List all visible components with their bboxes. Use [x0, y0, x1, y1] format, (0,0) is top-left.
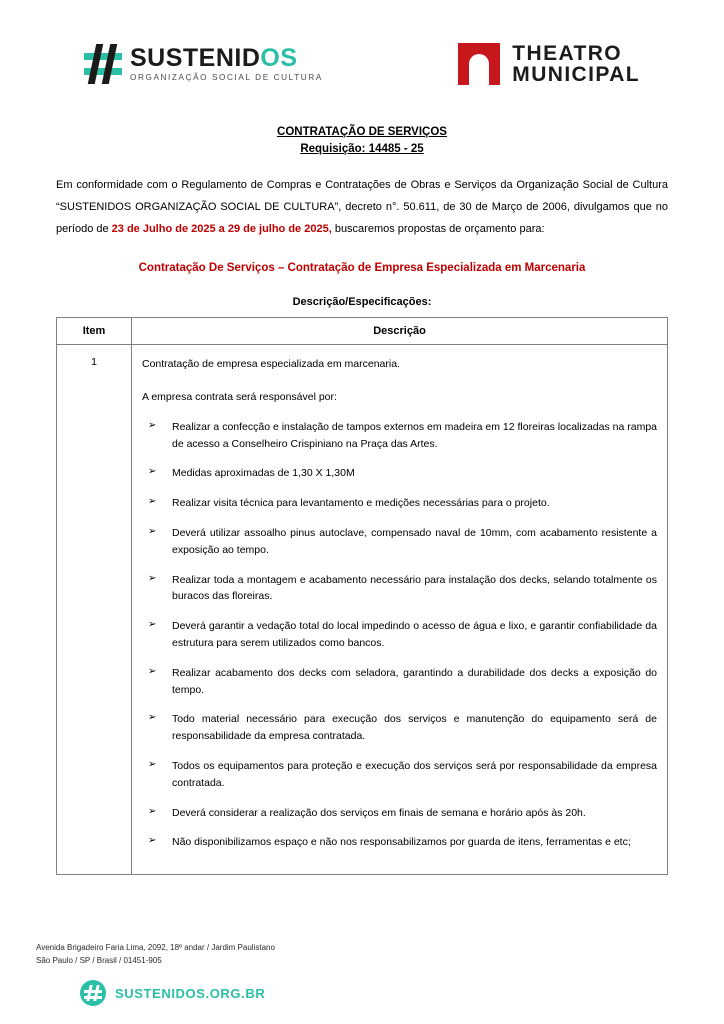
document-footer [0, 942, 724, 1024]
title-line1: CONTRATAÇÃO DE SERVIÇOS [277, 126, 447, 138]
table-header-row [57, 318, 668, 345]
hash-icon [84, 44, 122, 84]
intro-period-highlight: 23 de Julho de 2025 a 29 de julho de 2025, [111, 223, 332, 236]
page-title [56, 124, 668, 157]
list-item: ➢ Realizar acabamento dos decks com seladora, garantindo a durabilidade dos decks a exposição do tempo. [142, 665, 657, 699]
sustenidos-name-part1: SUSTENID [130, 43, 261, 72]
list-item: ➢ Medidas aproximadas de 1,30 X 1,30M [142, 465, 657, 482]
sustenidos-name-part2: OS [260, 43, 298, 72]
document-header [56, 0, 668, 86]
intro-text-after: buscaremos propostas de orçamento para: [331, 223, 545, 236]
list-item: ➢ Todos os equipamentos para proteção e execução dos serviços será por responsabilidade da empresa contratada. [142, 758, 657, 792]
intro-text-before: Em conformidade com o Regulamento de Compras e Contratações de Obras e Serviços da Organização Social de Cultura “SUSTENIDOS ORGANIZAÇÃO SOCIAL DE CULTURA”, decreto n°. 50.611, de 30 de Março de 2006, divulgamos que no período de [56, 179, 668, 236]
list-item: ➢ Não disponibilizamos espaço e não nos responsabilizamos por guarda de itens, ferramentas e etc; [142, 834, 657, 851]
sustenidos-tagline: ORGANIZAÇÃO SOCIAL DE CULTURA [130, 72, 323, 82]
list-item: ➢ Deverá considerar a realização dos serviços em finais de semana e horário após às 20h. [142, 805, 657, 822]
hash-circle-icon [80, 980, 106, 1006]
theatro-line1: THEATRO [512, 41, 623, 65]
list-item: ➢ Realizar a confecção e instalação de tampos externos em madeira em 12 floreiras localizadas na rampa de acesso a Conselheiro Crispiniano na Praça das Artes. [142, 419, 657, 453]
footer-address [0, 942, 724, 968]
table-cell-description [132, 345, 668, 875]
footer-website-url[interactable]: SUSTENIDOS.ORG.BR [115, 985, 266, 1001]
title-line2: Requisição: 14485 - 25 [300, 142, 424, 155]
table-header-description: Descrição [132, 318, 668, 345]
table-row [57, 345, 668, 875]
table-cell-item-number: 1 [57, 345, 132, 875]
requirements-list [142, 419, 657, 851]
list-item: ➢ Realizar toda a montagem e acabamento necessário para instalação dos decks, selando totalmente os buracos das floreiras. [142, 572, 657, 606]
footer-address-line1: Avenida Brigadeiro Faria Lima, 2092, 18º andar / Jardim Paulistano [36, 943, 275, 953]
list-item: ➢ Realizar visita técnica para levantamento e medições necessárias para o projeto. [142, 495, 657, 512]
sustenidos-logo [84, 44, 323, 84]
sustenidos-wordmark [130, 43, 323, 82]
table-header-item: Item [57, 318, 132, 345]
theatro-wordmark [512, 43, 640, 86]
list-item: ➢ Deverá garantir a vedação total do local impedindo o acesso de água e lixo, e garantir confiabilidade da estrutura para serem utilizados como bancos. [142, 618, 657, 652]
theatro-municipal-logo [458, 43, 640, 86]
specifications-table [56, 317, 668, 875]
intro-paragraph [56, 174, 668, 240]
theatro-line2: MUNICIPAL [512, 63, 640, 86]
list-item: ➢ Todo material necessário para execução dos serviços e manutenção do equipamento será de responsabilidade da empresa contratada. [142, 711, 657, 745]
spec-heading: Descrição/Especificações: [292, 296, 432, 309]
footer-address-line2: São Paulo / SP / Brasil / 01451-905 [36, 956, 162, 966]
footer-brand [0, 980, 724, 1006]
subject-heading: Contratação De Serviços – Contratação de Empresa Especializada em Marcenaria [138, 262, 586, 275]
theatro-arch-icon [458, 43, 500, 85]
list-item: ➢ Deverá utilizar assoalho pinus autoclave, compensado naval de 10mm, com acabamento resistente a exposição ao tempo. [142, 525, 657, 559]
description-lead2: A empresa contrata será responsável por: [142, 390, 337, 403]
description-lead: Contratação de empresa especializada em marcenaria. [142, 358, 400, 371]
